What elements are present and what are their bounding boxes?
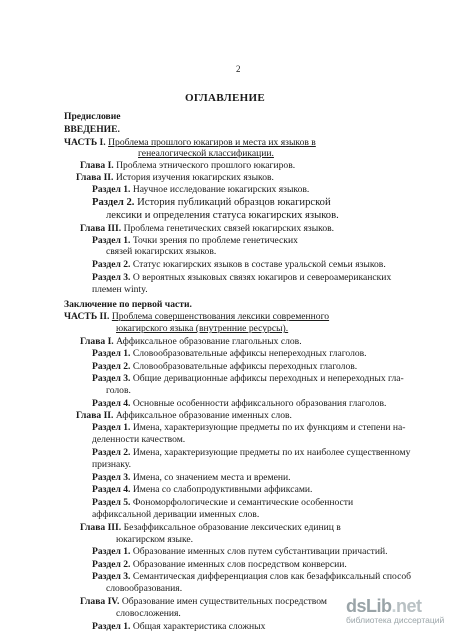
- watermark-logo: dsLib.net: [346, 596, 422, 616]
- toc-line: Предисловие: [64, 111, 121, 122]
- page-title: ОГЛАВЛЕНИЕ: [185, 92, 265, 104]
- page-number: 2: [236, 64, 241, 74]
- toc-line: Раздел 2. Образование именных слов посредством конверсии.: [92, 559, 347, 570]
- toc-line: признаку.: [92, 459, 132, 470]
- toc-line: юкагирском языке.: [116, 534, 194, 545]
- toc-line: Раздел 2. Словообразовательные аффиксы переходных глаголов.: [92, 361, 358, 372]
- toc-line: ВВЕДЕНИЕ.: [64, 124, 120, 135]
- toc-line: Раздел 1. Общая характеристика сложных: [92, 621, 266, 632]
- toc-line: Раздел 5. Фономорфологические и семантические особенности: [92, 497, 354, 508]
- toc-line: Раздел 1. Научное исследование юкагирских языков.: [92, 184, 310, 195]
- watermark[interactable]: [346, 596, 446, 625]
- watermark-subtitle: библиотека диссертаций: [346, 615, 445, 625]
- toc-line: Раздел 1. Словообразовательные аффиксы непереходных глаголов.: [92, 348, 367, 359]
- toc-line: ЧАСТЬ II. Проблема совершенствования лексики современного: [64, 311, 330, 322]
- toc-line: аффиксальной деривации именных слов.: [92, 509, 260, 520]
- toc-line: Раздел 1. Имена, характеризующие предметы по их функциям и степени на-: [92, 422, 406, 433]
- toc-line: Глава III. Проблема генетических связей юкагирских языков.: [80, 223, 335, 234]
- toc-line: Раздел 2. История публикаций образцов юкагирской: [92, 197, 331, 208]
- toc-line: лексики и определения статуса юкагирских языков.: [106, 210, 339, 221]
- toc-line: Раздел 1. Точки зрения по проблеме генетических: [92, 235, 298, 246]
- toc-line: Глава I. Аффиксальное образование глагольных слов.: [80, 336, 302, 347]
- toc-line: Глава I. Проблема этнического прошлого юкагиров.: [80, 160, 296, 171]
- toc-line: Глава III. Безаффиксальное образование лексических единиц в: [80, 522, 341, 533]
- toc-line: ЧАСТЬ I. Проблема прошлого юкагиров и места их языков в: [64, 137, 316, 148]
- toc-line: Глава II. История изучения юкагирских языков.: [76, 172, 274, 183]
- toc-line: юкагирского языка (внутренние ресурсы).: [116, 323, 289, 334]
- toc-line: Заключение по первой части.: [64, 299, 192, 310]
- toc-line: Глава II. Аффиксальное образование именных слов.: [76, 410, 292, 421]
- toc-line: словосложения.: [116, 608, 181, 619]
- toc-line: Раздел 3. Имена, со значением места и времени.: [92, 472, 291, 483]
- toc-line: деленности качеством.: [92, 434, 186, 445]
- toc-line: Раздел 1. Образование именных слов путем субстантивации причастий.: [92, 546, 388, 557]
- toc-line: голов.: [106, 385, 131, 396]
- toc-line: Раздел 4. Основные особенности аффиксального образования глаголов.: [92, 398, 387, 409]
- toc-line: Раздел 3. Общие деривационные аффиксы переходных и непереходных гла-: [92, 373, 404, 384]
- toc-line: Раздел 2. Имена, характеризующие предметы по их наиболее существенному: [92, 447, 411, 458]
- toc-line: Раздел 3. О вероятных языковых связях юкагиров и североамериканских: [92, 272, 392, 283]
- toc-line: связей юкагирских языков.: [106, 246, 217, 257]
- toc-line: словообразования.: [106, 583, 183, 594]
- toc-line: Раздел 4. Имена со слабопродуктивными аффиксами.: [92, 484, 313, 495]
- toc-line: племен winty.: [92, 284, 148, 295]
- toc-line: Глава IV. Образование имен существительных посредством: [80, 596, 327, 607]
- toc-line: генеалогической классификации.: [138, 148, 274, 159]
- toc-line: Раздел 2. Статус юкагирских языков в составе уральской семьи языков.: [92, 259, 386, 270]
- toc-line: Раздел 3. Семантическая дифференциация слов как безаффиксальный способ: [92, 571, 412, 582]
